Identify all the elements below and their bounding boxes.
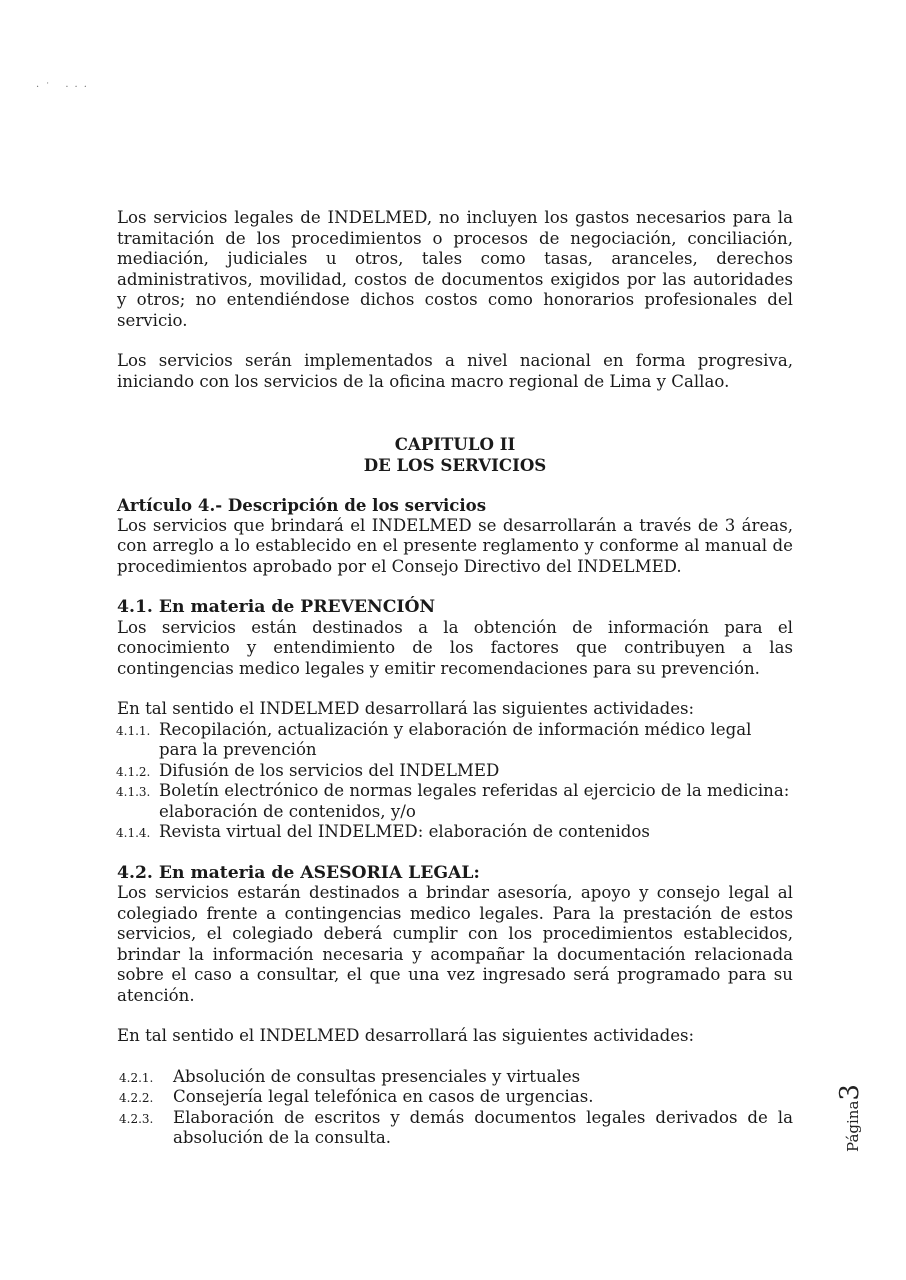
- section-4-2-intro: En tal sentido el INDELMED desarrollará las siguientes actividades:: [117, 1026, 695, 1045]
- list-item: [117, 781, 793, 822]
- scan-artifact: ·˙ ···: [36, 82, 93, 93]
- intro-paragraph-2: Los servicios serán implementados a nivel nacional en forma progresiva, iniciando con los servicios de la oficina macro regional de Lima y Callao.: [117, 351, 793, 391]
- list-item-text: Elaboración de escritos y demás documentos legales derivados de la absolución de la consulta.: [173, 1107, 793, 1147]
- list-item-number: 4.2.2.: [119, 1091, 154, 1105]
- page-number-footer: [822, 1078, 878, 1158]
- list-item: [117, 1087, 793, 1108]
- intro-paragraph-1: Los servicios legales de INDELMED, no incluyen los gastos necesarios para la tramitación de los procedimientos o procesos de negociación, conciliación, mediación, judiciales u otros, tales como tasas, aranceles, derechos administrativos, movilidad, costos de documentos exigidos por las autoridades y otros; no entendiéndose dichos costos como honorarios profesionales del servicio.: [117, 208, 793, 330]
- list-item-text: Boletín electrónico de normas legales referidas al ejercicio de la medicina: elaboración de contenidos, y/o: [159, 781, 790, 821]
- section-4-2-body: Los servicios estarán destinados a brindar asesoría, apoyo y consejo legal al colegiado frente a contingencias medico legales. Para la prestación de estos servicios, el colegiado deberá cumplir con los procedimientos establecidos, brindar la información necesaria y acompañar la documentación relacionada sobre el caso a consultar, el que una vez ingresado será programado para su atención.: [117, 883, 793, 1005]
- list-item: [117, 822, 793, 843]
- list-item-text: Recopilación, actualización y elaboración de información médico legal para la prevención: [159, 719, 752, 759]
- list-item-text: Consejería legal telefónica en casos de urgencias.: [173, 1087, 594, 1106]
- list-item-number: 4.1.1.: [116, 723, 151, 738]
- list-item-text: Absolución de consultas presenciales y virtuales: [173, 1066, 581, 1086]
- page-label: Página: [844, 1100, 863, 1152]
- chapter-subtitle: DE LOS SERVICIOS: [363, 454, 547, 475]
- article-4-body: Los servicios que brindará el INDELMED se desarrollarán a través de 3 áreas, con arreglo a lo establecido en el presente reglamento y conforme al manual de procedimientos aprobado por el Consejo Directivo del INDELMED.: [117, 515, 793, 576]
- section-4-1-body: Los servicios están destinados a la obtención de información para el conocimiento y entendimiento de los factores que contribuyen a las contingencias medico legales y emitir recomendaciones para su prevención.: [117, 617, 793, 678]
- section-4-1-intro: En tal sentido el INDELMED desarrollará las siguientes actividades:: [117, 699, 695, 718]
- page-number: 3: [835, 1084, 866, 1101]
- article-4-title: Artículo 4.- Descripción de los servicios: [117, 495, 487, 515]
- list-item-number: 4.2.1.: [119, 1070, 154, 1085]
- section-4-1-heading: 4.1. En materia de PREVENCIÓN: [117, 597, 436, 617]
- document-body: [117, 208, 793, 1149]
- list-item-number: 4.1.4.: [116, 826, 151, 840]
- list-item-text: Difusión de los servicios del INDELMED: [159, 760, 500, 780]
- list-item: [117, 761, 793, 782]
- list-item: [117, 1108, 793, 1149]
- list-item-text: Revista virtual del INDELMED: elaboración de contenidos: [159, 822, 650, 841]
- list-item: [117, 1067, 793, 1088]
- list-item-number: 4.1.3.: [116, 785, 151, 799]
- chapter-title: CAPITULO II: [394, 434, 516, 454]
- list-item-number: 4.1.2.: [116, 764, 151, 779]
- list-item-number: 4.2.3.: [119, 1111, 154, 1126]
- list-item: [117, 720, 793, 761]
- section-4-2-heading: 4.2. En materia de ASESORIA LEGAL:: [117, 862, 480, 883]
